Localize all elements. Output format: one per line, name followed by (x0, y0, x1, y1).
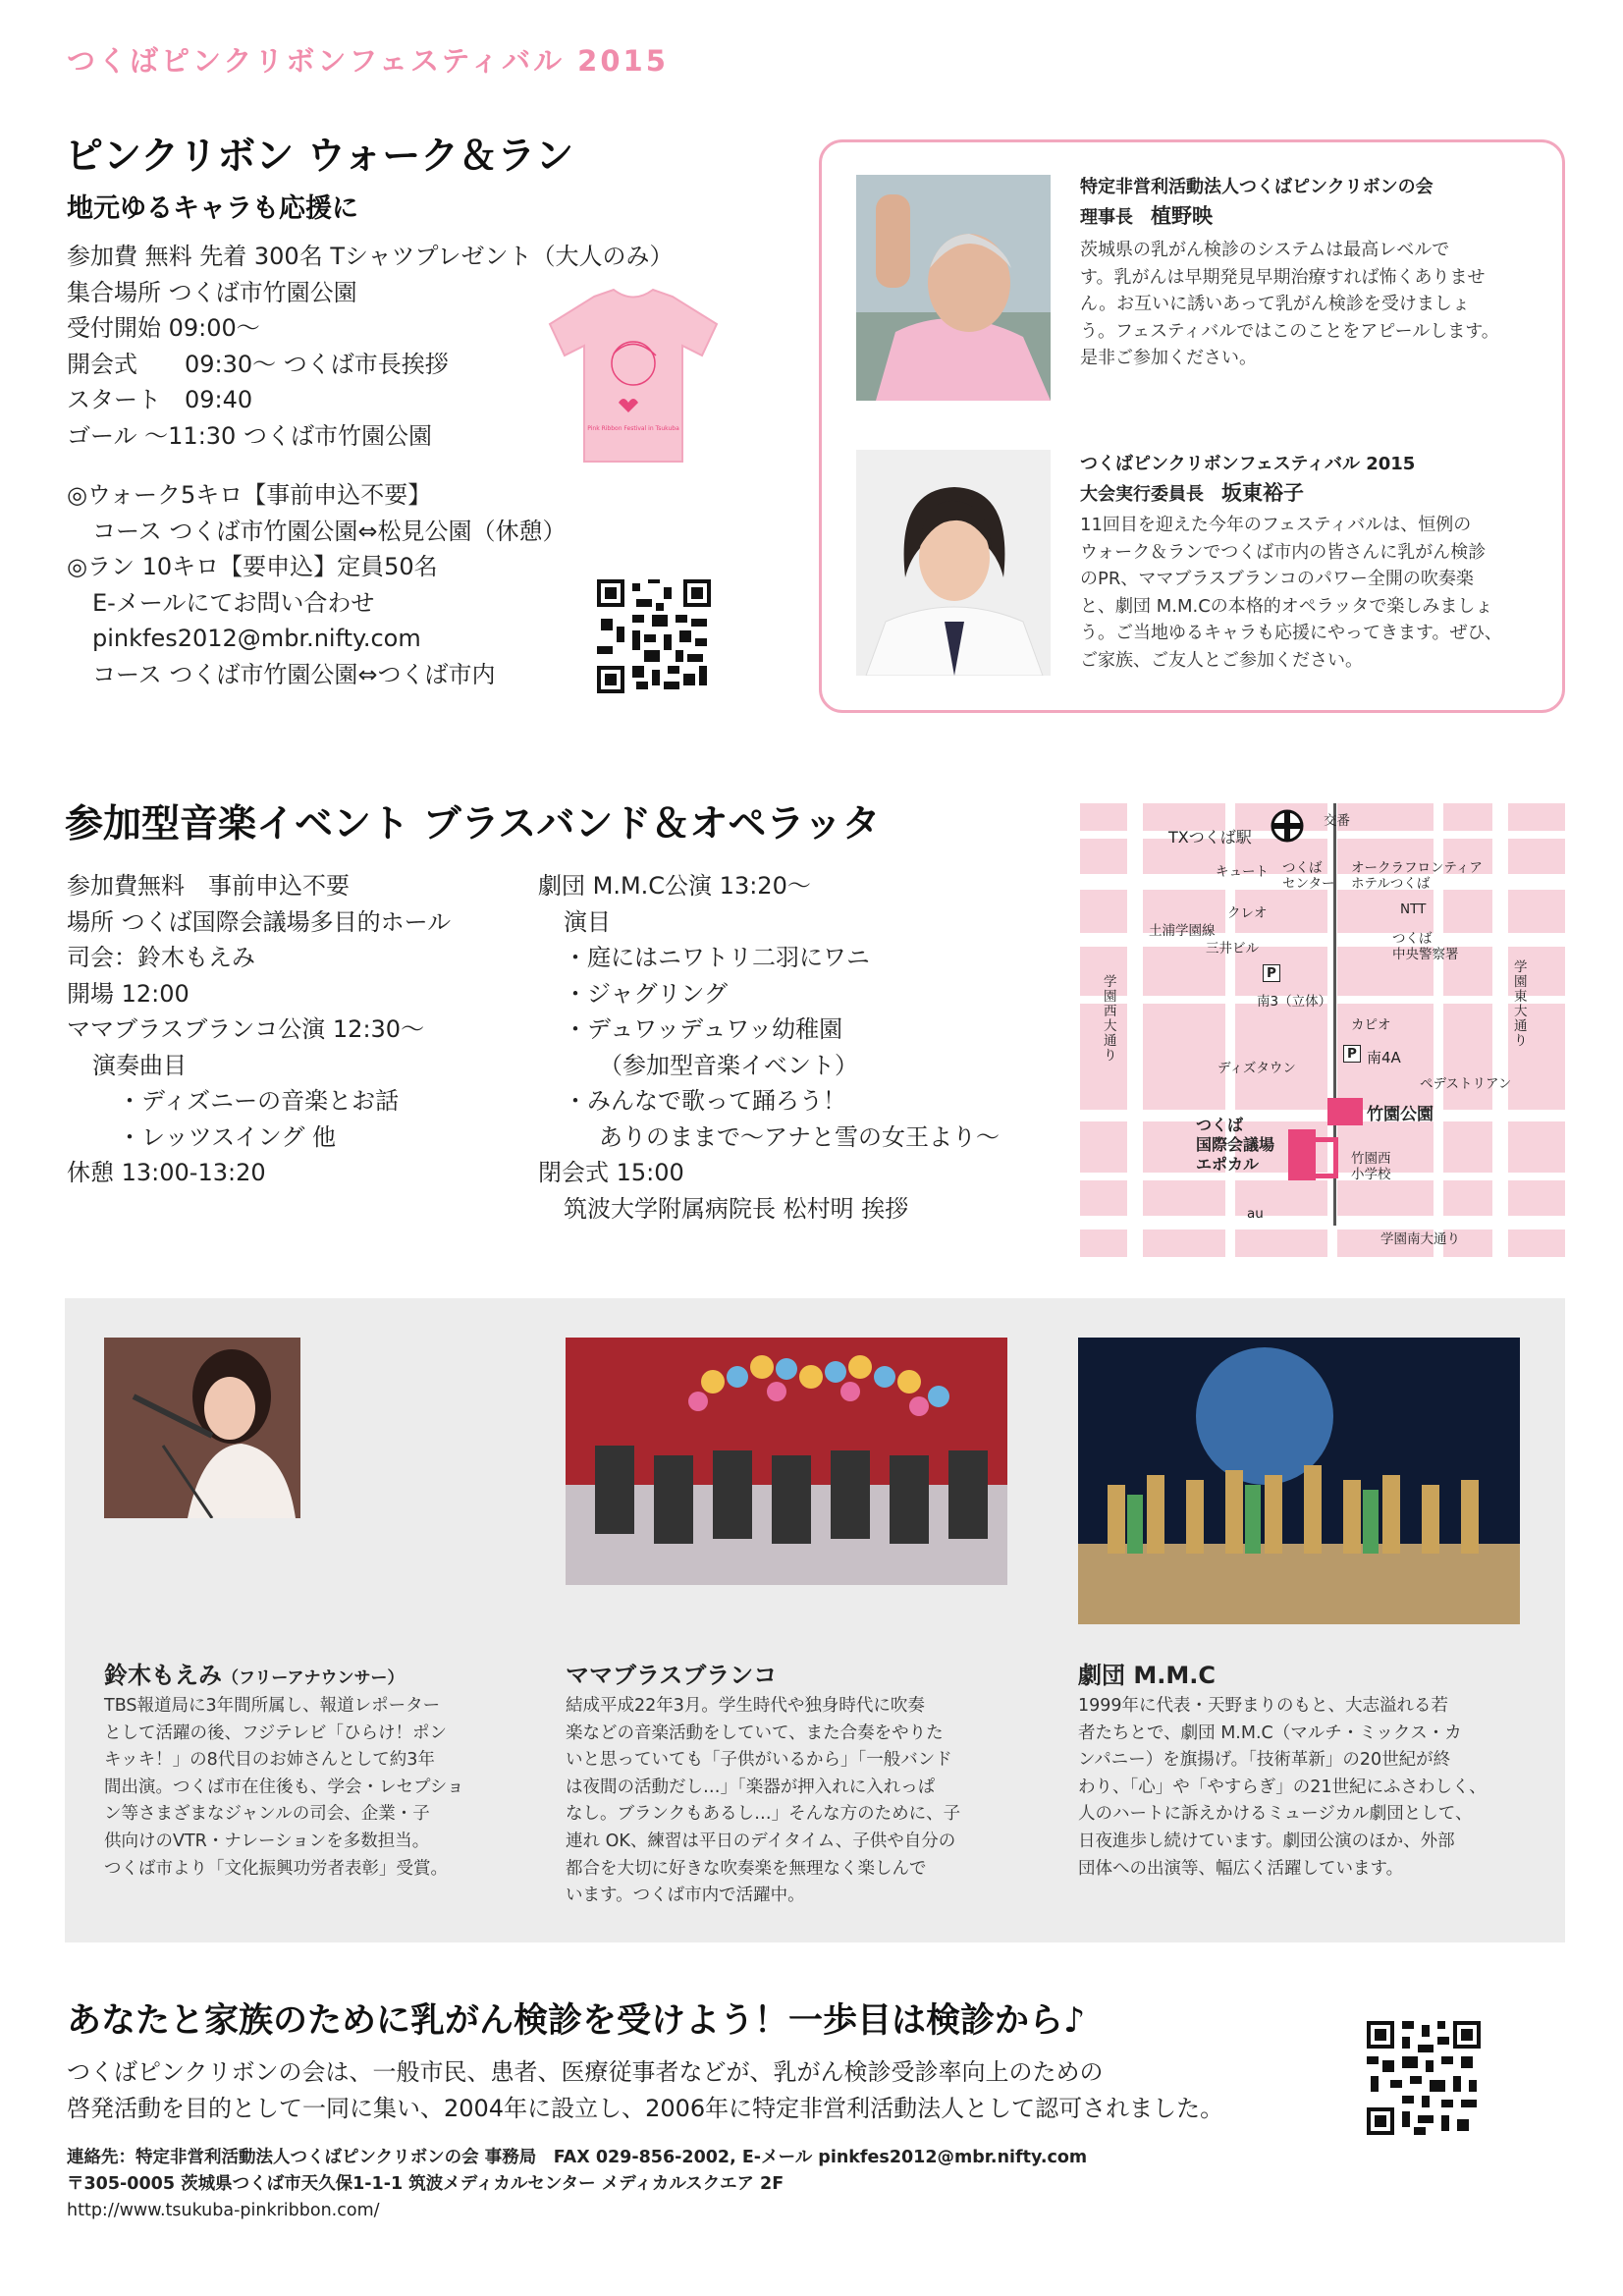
bio-line: は夜間の活動だし…」「楽器が押入れに入れっぱ (566, 1777, 936, 1797)
checkup-slogan: あなたと家族のために乳がん検診を受けよう！一歩目は検診から♪ (67, 2001, 1086, 2041)
festival-header: つくばピンクリボンフェスティバル 2015 (67, 44, 669, 78)
map-label: つくば センター (1282, 860, 1335, 892)
greeting-person (1080, 200, 1213, 230)
greeting-line: ご家族、ご友人とご参加ください。 (1080, 649, 1363, 671)
music-line: ・庭にはニワトリ二羽にワニ (564, 944, 870, 971)
website-link[interactable]: http://www.tsukuba-pinkribbon.com/ (67, 2201, 380, 2220)
bio-line: 結成平成22年3月。学生時代や独身時代に吹奏 (566, 1696, 925, 1716)
walk-info-line: 参加費 無料 先着 300名 Tシャツプレゼント（大人のみ） (67, 243, 674, 270)
music-line: ・みんなで歌って踊ろう！ (564, 1087, 846, 1115)
music-line: 筑波大学附属病院長 松村明 挨拶 (564, 1194, 909, 1223)
walk-info-line: 受付開始 09:00〜 (67, 314, 260, 342)
music-line: 司会：鈴木もえみ (67, 944, 255, 971)
music-line: 場所 つくば国際会議場多目的ホール (67, 907, 452, 936)
bio-line: 1999年に代表・天野まりのもと、大志溢れる若 (1078, 1696, 1449, 1716)
bio-line: ン等さまざまなジャンルの司会、企業・子 (104, 1804, 430, 1825)
bio-line: つくば市より「文化振興功労者表彰」受賞。 (104, 1858, 448, 1879)
music-line: 劇団 M.M.C公演 13:20〜 (538, 872, 811, 900)
music-line: ・ディズニーの音楽とお話 (118, 1087, 400, 1115)
bio-line: 団体への出演等、幅広く活躍しています。 (1078, 1858, 1404, 1879)
map-label: カピオ (1351, 1017, 1391, 1033)
performer-note: （フリーアナウンサー） (222, 1668, 405, 1688)
bio-line: 供向けのVTR・ナレーションを多数担当。 (104, 1831, 430, 1851)
tshirt-illustration (540, 285, 727, 471)
map-label: クレオ (1227, 905, 1268, 921)
bio-line: 者たちとで、劇団 M.M.C（マルチ・ミックス・カ (1078, 1722, 1462, 1743)
map-label: au (1247, 1206, 1264, 1222)
tshirt-text: Pink Ribbon Festival in Tsukuba (587, 425, 679, 432)
map-label: 三井ビル (1206, 941, 1259, 957)
performer-bio (104, 1693, 463, 1883)
greeting-org: つくばピンクリボンフェスティバル 2015 (1080, 454, 1416, 474)
organization-description (67, 2054, 1223, 2127)
station-icon (1271, 809, 1304, 843)
map-label: ディズタウン (1217, 1061, 1296, 1076)
music-line: ・デュワッデュワッ幼稚園 (564, 1015, 843, 1043)
bio-line: として活躍の後、フジテレビ「ひらけ！ポン (104, 1722, 447, 1743)
run10-line: E-メールにてお問い合わせ (92, 588, 375, 617)
greeting-line: う。ご当地ゆるキャラも応援にやってきます。ぜひ、 (1080, 623, 1502, 643)
music-left-column (67, 868, 451, 1191)
walk-info-line: ゴール 〜11:30 つくば市竹園公園 (67, 421, 432, 450)
greeting-person (1080, 477, 1304, 507)
run10-course: コース つくば市竹園公園⇔つくば市内 (92, 660, 496, 688)
run10-heading: ◎ラン 10キロ【要申込】定員50名 (67, 553, 438, 580)
greeting-text (1080, 512, 1502, 674)
bio-line: 人のハートに訴えかけるミュージカル劇団として、 (1078, 1804, 1473, 1825)
map-label: キュート (1216, 864, 1269, 880)
takezono-park-mark (1327, 1098, 1363, 1125)
greeting-role: 大会実行委員長 (1080, 484, 1204, 505)
map-label: 学園南大通り (1380, 1231, 1460, 1247)
bio-line: キッキ！」の8代目のお姉さんとして約3年 (104, 1750, 435, 1771)
description-line: 啓発活動を目的として一同に集い、2004年に設立し、2006年に特定非営利活動法人として認可されました。 (67, 2095, 1224, 2122)
qr-code-icon[interactable] (597, 579, 711, 693)
bio-line: 間出演。つくば市在住後も、学会・レセプショ (104, 1777, 464, 1797)
greeting-line: ん。お互いに誘いあって乳がん検診を受けましょ (1080, 294, 1470, 314)
music-right-column (538, 868, 1000, 1227)
walk-subtitle: 地元ゆるキャラも応援に (67, 193, 358, 224)
bio-line: 楽などの音楽活動をしていて、また合奏をやりた (566, 1722, 944, 1743)
map-label: 学園西大通り (1104, 974, 1117, 1064)
bio-line: 日夜進歩し続けています。劇団公演のほか、外部 (1078, 1831, 1455, 1851)
parking-icon: P (1343, 1045, 1361, 1063)
qr-code-icon[interactable] (1367, 2021, 1481, 2135)
music-line: 参加費無料 事前申込不要 (67, 872, 350, 900)
performer-name: 劇団 M.M.C (1078, 1662, 1216, 1689)
greeting-role: 理事長 (1080, 207, 1133, 228)
bio-line: なし。ブランクもあるし…」そんな方のために、子 (566, 1804, 961, 1825)
map-label: 竹園西 小学校 (1351, 1151, 1391, 1182)
contact-address: 〒305-0005 茨城県つくば市天久保1-1-1 筑波メディカルセンター メディカルスクエア 2F (67, 2174, 784, 2194)
greeting-org: 特定非営利活動法人つくばピンクリボンの会 (1080, 177, 1434, 197)
greeting-line: 是非ご参加ください。 (1080, 348, 1257, 368)
music-line: 演目 (564, 907, 611, 936)
bio-line: ンパニー）を旗揚げ。「技術革新」の20世紀が終 (1078, 1750, 1451, 1771)
music-title: 参加型音楽イベント ブラスバンド＆オペラッタ (65, 802, 881, 847)
greeting-line: ウォーク＆ランでつくば市内の皆さんに乳がん検診 (1080, 541, 1487, 563)
music-line: （参加型音楽イベント） (599, 1051, 858, 1079)
greeting-text (1080, 237, 1499, 372)
contact-info (67, 2145, 1087, 2224)
walk-info-line: 集合場所 つくば市竹園公園 (67, 278, 357, 306)
course-info (67, 477, 567, 692)
music-line: 休憩 13:00-13:20 (67, 1159, 266, 1186)
music-line: ・レッツスイング 他 (118, 1122, 336, 1151)
greeting-line: う。フェスティバルではこのことをアピールします。 (1080, 320, 1499, 342)
map-label: つくば 中央警察署 (1392, 931, 1459, 962)
map-label: 南4A (1367, 1049, 1401, 1066)
performer-name (104, 1656, 404, 1690)
description-line: つくばピンクリボンの会は、一般市民、患者、医療従事者などが、乳がん検診受診率向上のための (67, 2058, 1104, 2086)
greeting-line: す。乳がんは早期発見早期治療すれば怖くありませ (1080, 266, 1486, 288)
map-label: つくば 国際会議場 エポカル (1196, 1116, 1275, 1174)
bio-line: 都合を大切に好きな吹奏楽を無理なく楽しんで (566, 1858, 927, 1879)
brass-band-photo (566, 1338, 1007, 1585)
map-label: 交番 (1324, 813, 1350, 829)
parking-icon: P (1263, 964, 1280, 982)
committee-chair-photo (856, 450, 1051, 676)
music-line: 閉会式 15:00 (538, 1159, 684, 1186)
music-line: ママブラスブランコ公演 12:30〜 (67, 1015, 425, 1043)
venue-map[interactable] (1080, 803, 1565, 1257)
map-label: 学園東大通り (1514, 959, 1528, 1049)
bio-line: TBS報道局に3年間所属し、報道レポーター (104, 1696, 441, 1716)
map-label: 竹園公園 (1367, 1105, 1434, 1124)
music-line: 演奏曲目 (92, 1051, 187, 1079)
greeting-line: と、劇団 M.M.Cの本格的オペラッタで楽しみましょ (1080, 595, 1493, 617)
map-label: NTT (1400, 902, 1427, 917)
walk-info-line: 開会式 09:30〜 つくば市長挨拶 (67, 350, 449, 378)
performer-name-text: 鈴木もえみ (104, 1662, 222, 1689)
mmc-theater-photo (1078, 1338, 1520, 1624)
run10-email[interactable]: pinkfes2012@mbr.nifty.com (92, 625, 421, 652)
map-label: オークラフロンティア ホテルつくば (1351, 860, 1483, 892)
suzuki-photo (104, 1338, 300, 1518)
walk-title: ピンクリボン ウォーク＆ラン (65, 135, 574, 179)
map-label: TXつくば駅 (1168, 828, 1252, 847)
map-label: 土浦学園線 (1149, 923, 1216, 939)
bio-line: わり、「心」や「やすらぎ」の21世紀にふさわしく、 (1078, 1777, 1487, 1797)
music-line: ・ジャグリング (564, 979, 729, 1008)
performer-name: ママブラスブランコ (566, 1662, 778, 1689)
greeting-line: 茨城県の乳がん検診のシステムは最高レベルで (1080, 240, 1450, 260)
map-label: ペデストリアン (1420, 1076, 1512, 1092)
bio-line: いと思っていても「子供がいるから」「一般バンド (566, 1750, 952, 1771)
walk-info-line: スタート 09:40 (67, 386, 253, 413)
walk5-course: コース つくば市竹園公園⇔松見公園（休憩） (92, 517, 567, 545)
contact-line: 連絡先：特定非営利活動法人つくばピンクリボンの会 事務局 FAX 029-856-2002, E-メール pinkfes2012@mbr.nifty.com (67, 2148, 1088, 2167)
map-label: 南3（立体） (1257, 994, 1332, 1010)
music-line: ありのままで〜アナと雪の女王より〜 (599, 1122, 1000, 1151)
performer-bio (566, 1693, 960, 1910)
conference-center-mark (1288, 1129, 1316, 1180)
bio-line: います。つくば市内で活躍中。 (566, 1886, 805, 1906)
bio-line: 連れ OK、練習は平日のデイタイム、子供や自分の (566, 1831, 956, 1851)
greeting-line: のPR、ママブラスブランコのパワー全開の吹奏楽 (1080, 569, 1474, 589)
music-line: 開場 12:00 (67, 979, 189, 1008)
walk5-heading: ◎ウォーク5キロ【事前申込不要】 (67, 481, 432, 509)
greeting-line: 11回目を迎えた今年のフェスティバルは、恒例の (1080, 515, 1472, 535)
performer-bio (1078, 1693, 1487, 1883)
chairman-photo (856, 175, 1051, 401)
greeting-name: 坂東裕子 (1221, 481, 1304, 505)
greeting-name: 植野映 (1151, 204, 1213, 228)
